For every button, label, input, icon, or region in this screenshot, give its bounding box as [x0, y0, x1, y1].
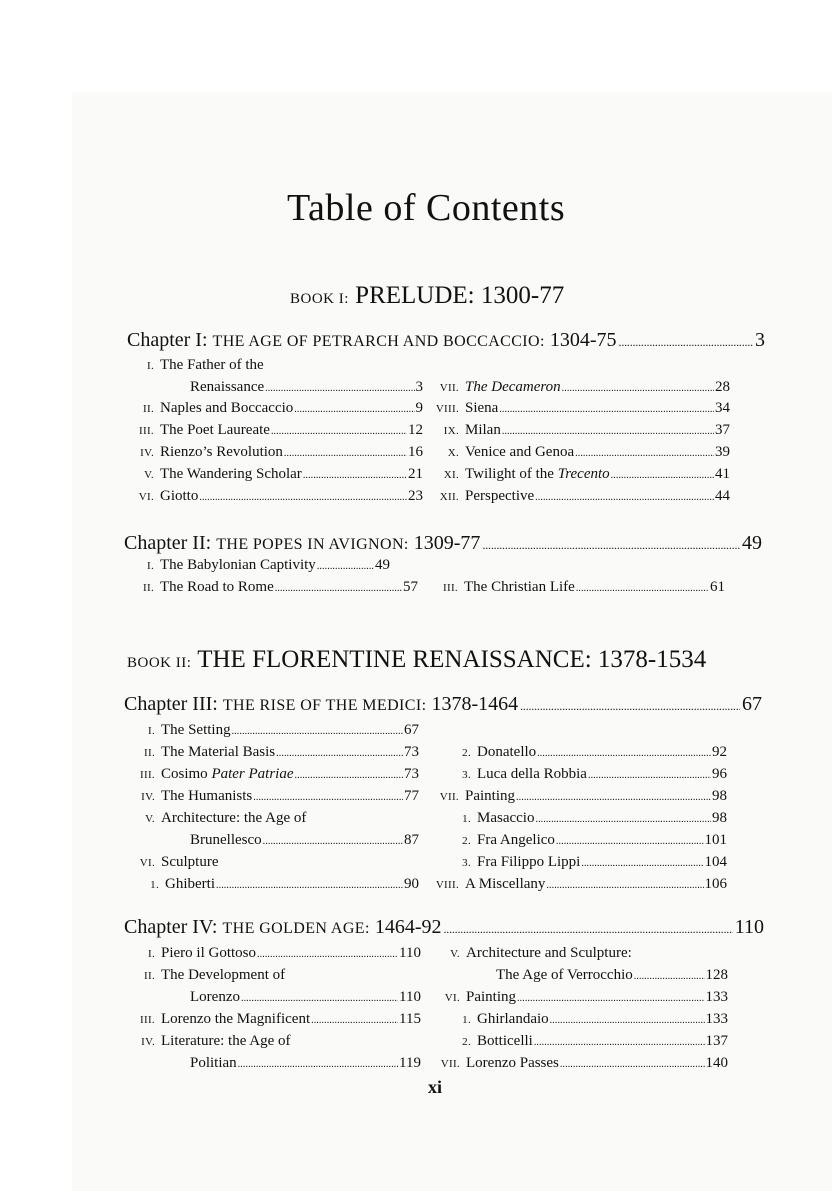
entry-number: II. [143, 403, 154, 415]
toc-entry[interactable] [126, 788, 419, 808]
toc-entry[interactable] [126, 722, 419, 742]
toc-entry[interactable] [190, 832, 419, 852]
entry-title: Literature: the Age of [161, 1033, 291, 1049]
entry-number: 1. [462, 1014, 471, 1026]
entry-number: VI. [444, 992, 460, 1004]
entry-page: 133 [705, 1011, 728, 1027]
entry-number: VII. [439, 382, 459, 394]
leader-dots [619, 335, 753, 350]
entry-title: The Development of [161, 967, 286, 983]
leader-dots [535, 492, 714, 503]
toc-entry[interactable] [462, 810, 727, 830]
toc-entry[interactable] [126, 945, 421, 965]
toc-entry[interactable] [125, 557, 390, 577]
leader-dots [317, 561, 374, 572]
toc-entry[interactable] [425, 466, 730, 486]
entry-page: 133 [705, 989, 728, 1005]
entry-page: 34 [715, 400, 730, 416]
entry-title: The Father of the [160, 357, 264, 373]
entry-number: III. [443, 582, 458, 594]
chapter-label: Chapter IV: [124, 916, 218, 938]
leader-dots [517, 993, 704, 1004]
entry-title: Painting [465, 788, 516, 804]
toc-entry[interactable] [190, 379, 423, 399]
entry-page: 28 [715, 379, 730, 395]
leader-dots [546, 880, 703, 891]
entry-page: 110 [399, 945, 421, 961]
page-number: xi [428, 1077, 443, 1097]
chapter-heading[interactable] [124, 532, 762, 558]
entry-page: 12 [408, 422, 423, 438]
toc-entry[interactable] [128, 400, 423, 420]
leader-dots [611, 470, 714, 481]
entry-number: X. [447, 447, 459, 459]
entry-title: Naples and Boccaccio [160, 400, 294, 416]
entry-number: II. [144, 747, 155, 759]
entry-page: 61 [710, 579, 725, 595]
chapter-page: 49 [742, 532, 762, 554]
leader-dots [275, 583, 402, 594]
toc-entry[interactable] [425, 1055, 728, 1075]
entry-title: Painting [466, 989, 517, 1005]
leader-dots [575, 448, 714, 459]
entry-title: Renaissance [190, 379, 265, 395]
entry-title: Fra Filippo Lippi [477, 854, 581, 870]
entry-title: Milan [465, 422, 501, 438]
entry-title-italic: Pater Patriae [211, 766, 294, 782]
toc-entry[interactable] [125, 579, 418, 599]
entry-page: 37 [715, 422, 730, 438]
chapter-years: 1378-1464 [431, 693, 519, 715]
toc-entry[interactable] [462, 766, 727, 786]
toc-entry[interactable] [128, 488, 423, 508]
chapter-name: THE AGE OF PETRARCH AND BOCCACCIO: [212, 333, 545, 350]
entry-page: 57 [403, 579, 418, 595]
entry-title: Ghirlandaio [477, 1011, 549, 1027]
leader-dots [516, 792, 711, 803]
toc-entry[interactable] [128, 466, 423, 486]
entry-number: VII. [439, 791, 459, 803]
book-heading [290, 282, 564, 310]
toc-entry[interactable] [425, 444, 730, 464]
toc-entry[interactable] [425, 379, 730, 399]
entry-title: The Age of Verrocchio [496, 967, 633, 983]
toc-entry[interactable] [126, 744, 419, 764]
leader-dots [199, 492, 407, 503]
toc-entry[interactable] [190, 1055, 421, 1075]
entry-number: VIII. [435, 879, 459, 891]
entry-number: I. [147, 948, 155, 960]
entry-number: V. [145, 813, 155, 825]
entry-number: V. [450, 948, 460, 960]
leader-dots [581, 858, 703, 869]
entry-title: Lorenzo Passes [466, 1055, 559, 1071]
entry-number: IV. [141, 791, 155, 803]
entry-page: 87 [404, 832, 419, 848]
leader-dots [241, 993, 398, 1004]
entry-page: 16 [408, 444, 423, 460]
leader-dots [265, 383, 414, 394]
leader-dots [295, 770, 403, 781]
leader-dots [502, 426, 714, 437]
chapter-page: 67 [742, 693, 762, 715]
book-name: THE FLORENTINE RENAISSANCE: [197, 646, 592, 673]
entry-title: Masaccio [477, 810, 535, 826]
leader-dots [216, 880, 403, 891]
leader-dots [238, 1059, 398, 1070]
entry-title: Twilight of the [465, 466, 554, 482]
book-label: BOOK II: [127, 655, 192, 671]
leader-dots [482, 538, 740, 553]
entry-page: 106 [704, 876, 727, 892]
entry-title: Lorenzo [190, 989, 240, 1005]
leader-dots [550, 1015, 705, 1026]
entry-number: 2. [462, 747, 471, 759]
entry-page: 101 [704, 832, 727, 848]
entry-title: Fra Angelico [477, 832, 555, 848]
entry-number: IV. [140, 447, 154, 459]
entry-number: 3. [462, 769, 471, 781]
chapter-heading[interactable] [124, 693, 762, 719]
book-heading [127, 646, 706, 674]
toc-entry[interactable] [126, 766, 419, 786]
entry-title: Donatello [477, 744, 537, 760]
toc-entry[interactable] [128, 357, 428, 377]
leader-dots [303, 470, 407, 481]
chapter-years: 1304-75 [549, 329, 617, 351]
entry-page: 77 [404, 788, 419, 804]
entry-title: The Road to Rome [160, 579, 274, 595]
entry-number: II. [143, 582, 154, 594]
entry-title: Venice and Genoa [465, 444, 575, 460]
toc-entry[interactable] [126, 1011, 421, 1031]
entry-number: 1. [462, 813, 471, 825]
entry-title: The Humanists [161, 788, 253, 804]
entry-number: IX. [443, 425, 459, 437]
entry-number: VIII. [435, 403, 459, 415]
entry-title: Politian [190, 1055, 237, 1071]
entry-title: Siena [465, 400, 499, 416]
entry-title: Giotto [160, 488, 199, 504]
entry-page: 49 [375, 557, 390, 573]
book-years: 1300-77 [480, 282, 565, 309]
entry-number: 2. [462, 835, 471, 847]
page-title: Table of Contents [287, 187, 566, 229]
toc-entry[interactable] [462, 854, 727, 874]
leader-dots [537, 748, 711, 759]
entry-page: 128 [705, 967, 728, 983]
leader-dots [284, 448, 407, 459]
entry-number: VI. [139, 857, 155, 869]
chapter-years: 1309-77 [413, 532, 481, 554]
entry-title: The Poet Laureate [160, 422, 270, 438]
entry-page: 67 [404, 722, 419, 738]
leader-dots [520, 699, 740, 714]
book-name: PRELUDE: [355, 282, 475, 309]
entry-title: The Christian Life [464, 579, 575, 595]
toc-entry[interactable] [425, 876, 727, 896]
toc-entry[interactable] [425, 422, 730, 442]
toc-entry[interactable] [126, 1033, 421, 1053]
entry-page: 73 [404, 744, 419, 760]
entry-page: 9 [415, 400, 423, 416]
entry-page: 23 [408, 488, 423, 504]
chapter-page: 110 [734, 916, 764, 938]
entry-title: Perspective [465, 488, 535, 504]
leader-dots [588, 770, 711, 781]
chapter-name: THE GOLDEN AGE: [222, 920, 370, 937]
toc-entry[interactable] [432, 579, 725, 599]
entry-title: Lorenzo the Magnificent [161, 1011, 311, 1027]
entry-title: Ghiberti [165, 876, 215, 892]
toc-entry[interactable] [496, 967, 728, 987]
entry-number: V. [144, 469, 154, 481]
entry-page: 140 [705, 1055, 728, 1071]
entry-title: Botticelli [477, 1033, 533, 1049]
book-label: BOOK I: [290, 291, 349, 307]
toc-entry[interactable] [462, 744, 727, 764]
chapter-heading[interactable] [124, 916, 764, 942]
toc-entry[interactable] [126, 967, 421, 987]
entry-page: 119 [399, 1055, 421, 1071]
leader-dots [499, 404, 714, 415]
entry-title: The Setting [161, 722, 231, 738]
entry-title: A Miscellany [465, 876, 546, 892]
leader-dots [560, 1059, 705, 1070]
entry-page: 73 [404, 766, 419, 782]
chapter-label: Chapter I: [127, 329, 208, 351]
entry-number: III. [139, 425, 154, 437]
entry-title: The Babylonian Captivity [160, 557, 316, 573]
leader-dots [253, 792, 403, 803]
entry-number: III. [140, 769, 155, 781]
entry-title: Sculpture [161, 854, 219, 870]
toc-entry[interactable] [128, 422, 423, 442]
entry-page: 110 [399, 989, 421, 1005]
toc-entry[interactable] [190, 989, 421, 1009]
leader-dots [271, 426, 407, 437]
leader-dots [556, 836, 704, 847]
entry-page: 90 [404, 876, 419, 892]
book-years: 1378-1534 [597, 646, 707, 673]
toc-entry[interactable] [150, 876, 419, 896]
entry-title: Architecture and Sculpture: [466, 945, 632, 961]
entry-title: The Decameron [465, 379, 561, 395]
entry-page: 39 [715, 444, 730, 460]
entry-title: Piero il Gottoso [161, 945, 257, 961]
entry-number: 2. [462, 1036, 471, 1048]
entry-page: 92 [712, 744, 727, 760]
entry-page: 44 [715, 488, 730, 504]
toc-entry[interactable] [430, 945, 730, 965]
toc-entry[interactable] [425, 488, 730, 508]
entry-title: Cosimo [161, 766, 208, 782]
chapter-name: THE POPES IN AVIGNON: [216, 536, 409, 553]
entry-page: 115 [399, 1011, 421, 1027]
entry-number: I. [146, 360, 154, 372]
entry-page: 21 [408, 466, 423, 482]
entry-number: IV. [141, 1036, 155, 1048]
entry-number: XII. [439, 491, 459, 503]
leader-dots [534, 1037, 705, 1048]
toc-entry[interactable] [126, 810, 419, 830]
entry-number: 1. [150, 879, 159, 891]
chapter-label: Chapter II: [124, 532, 212, 554]
chapter-years: 1464-92 [374, 916, 442, 938]
entry-page: 96 [712, 766, 727, 782]
leader-dots [634, 971, 705, 982]
toc-entry[interactable] [425, 400, 730, 420]
entry-number: II. [144, 970, 155, 982]
entry-title: Rienzo’s Revolution [160, 444, 283, 460]
entry-number: XI. [443, 469, 459, 481]
leader-dots [535, 814, 711, 825]
toc-entry[interactable] [462, 1011, 728, 1031]
chapter-heading[interactable] [127, 329, 765, 355]
entry-number: VII. [440, 1058, 460, 1070]
entry-title: Architecture: the Age of [161, 810, 307, 826]
leader-dots [276, 748, 403, 759]
entry-page: 41 [715, 466, 730, 482]
leader-dots [443, 922, 732, 937]
entry-title: The Wandering Scholar [160, 466, 302, 482]
entry-title-italic: Trecento [557, 466, 610, 482]
leader-dots [263, 836, 403, 847]
chapter-name: THE RISE OF THE MEDICI: [222, 697, 427, 714]
chapter-label: Chapter III: [124, 693, 218, 715]
toc-entry[interactable] [128, 444, 423, 464]
chapter-page: 3 [755, 329, 765, 351]
entry-number: I. [147, 725, 155, 737]
toc-entry[interactable] [126, 854, 419, 874]
entry-title: The Material Basis [161, 744, 276, 760]
entry-page: 104 [704, 854, 727, 870]
toc-entry[interactable] [462, 1033, 728, 1053]
toc-entry[interactable] [430, 989, 728, 1009]
entry-page: 98 [712, 810, 727, 826]
leader-dots [576, 583, 709, 594]
leader-dots [257, 949, 398, 960]
leader-dots [311, 1015, 398, 1026]
entry-page: 137 [705, 1033, 728, 1049]
leader-dots [232, 726, 403, 737]
entry-number: VI. [138, 491, 154, 503]
entry-number: III. [140, 1014, 155, 1026]
toc-entry[interactable] [462, 832, 727, 852]
leader-dots [562, 383, 714, 394]
entry-page: 98 [712, 788, 727, 804]
entry-number: I. [146, 560, 154, 572]
entry-title: Luca della Robbia [477, 766, 587, 782]
entry-page: 3 [415, 379, 423, 395]
leader-dots [294, 404, 414, 415]
entry-number: 3. [462, 857, 471, 869]
toc-entry[interactable] [425, 788, 727, 808]
entry-title: Brunellesco [190, 832, 262, 848]
